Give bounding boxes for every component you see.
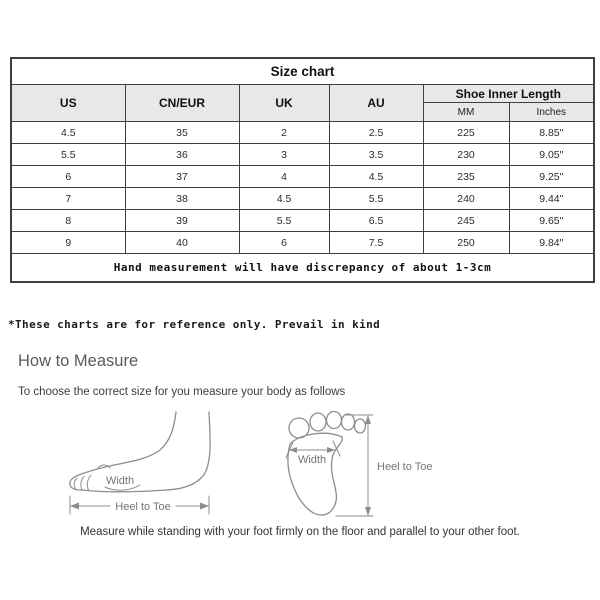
size-cell: 5.5: [11, 144, 125, 166]
size-cell: 225: [423, 122, 509, 144]
size-cell: 9.44": [509, 188, 594, 210]
side-width-label: Width: [105, 475, 135, 487]
size-cell: 2: [239, 122, 329, 144]
column-header-inner-length: Shoe Inner Length: [423, 85, 594, 103]
size-cell: 40: [125, 232, 239, 254]
standing-measure-note: Measure while standing with your foot firmly on the floor and parallel to your other foot.: [80, 526, 520, 538]
size-cell: 245: [423, 210, 509, 232]
size-cell: 6: [239, 232, 329, 254]
size-cell: 5.5: [239, 210, 329, 232]
size-cell: 3: [239, 144, 329, 166]
how-to-measure-heading: How to Measure: [18, 352, 139, 370]
size-cell: 2.5: [329, 122, 423, 144]
column-header-us: US: [11, 85, 125, 122]
size-cell: 37: [125, 166, 239, 188]
size-cell: 6: [11, 166, 125, 188]
size-cell: 5.5: [329, 188, 423, 210]
table-row: [11, 210, 594, 232]
column-header-uk: UK: [239, 85, 329, 122]
size-cell: 36: [125, 144, 239, 166]
table-row: [11, 144, 594, 166]
measure-instruction: To choose the correct size for you measure your body as follows: [18, 386, 346, 398]
foot-side-view-diagram: [60, 410, 232, 518]
measurement-discrepancy-note: Hand measurement will have discrepancy of about 1-3cm: [11, 254, 594, 283]
size-cell: 240: [423, 188, 509, 210]
foot-top-view-diagram: [280, 406, 442, 522]
subcolumn-header-inches: Inches: [509, 103, 594, 122]
size-chart-table: [10, 57, 595, 283]
table-title: Size chart: [11, 58, 594, 85]
size-cell: 9.84": [509, 232, 594, 254]
column-header-au: AU: [329, 85, 423, 122]
size-cell: 3.5: [329, 144, 423, 166]
size-cell: 4.5: [239, 188, 329, 210]
table-row: [11, 122, 594, 144]
size-cell: 6.5: [329, 210, 423, 232]
size-cell: 35: [125, 122, 239, 144]
table-title-row: [11, 58, 594, 85]
size-cell: 8: [11, 210, 125, 232]
size-cell: 4: [239, 166, 329, 188]
side-heel-to-toe-label: Heel to Toe: [115, 501, 171, 513]
size-cell: 7: [11, 188, 125, 210]
table-row: [11, 188, 594, 210]
size-cell: 8.85": [509, 122, 594, 144]
top-heel-to-toe-label: Heel to Toe: [377, 461, 433, 473]
size-cell: 9.25": [509, 166, 594, 188]
subcolumn-header-mm: MM: [423, 103, 509, 122]
size-cell: 7.5: [329, 232, 423, 254]
column-header-cneur: CN/EUR: [125, 85, 239, 122]
table-header-row: [11, 85, 594, 103]
size-cell: 230: [423, 144, 509, 166]
reference-only-note: *These charts are for reference only. Prevail in kind: [8, 318, 381, 331]
size-cell: 9.65": [509, 210, 594, 232]
table-row: [11, 232, 594, 254]
size-cell: 4.5: [329, 166, 423, 188]
size-cell: 250: [423, 232, 509, 254]
size-cell: 9.05": [509, 144, 594, 166]
size-cell: 39: [125, 210, 239, 232]
size-cell: 4.5: [11, 122, 125, 144]
top-width-label: Width: [297, 454, 327, 466]
size-cell: 9: [11, 232, 125, 254]
size-cell: 38: [125, 188, 239, 210]
table-row: [11, 166, 594, 188]
table-footer-row: [11, 254, 594, 283]
size-cell: 235: [423, 166, 509, 188]
